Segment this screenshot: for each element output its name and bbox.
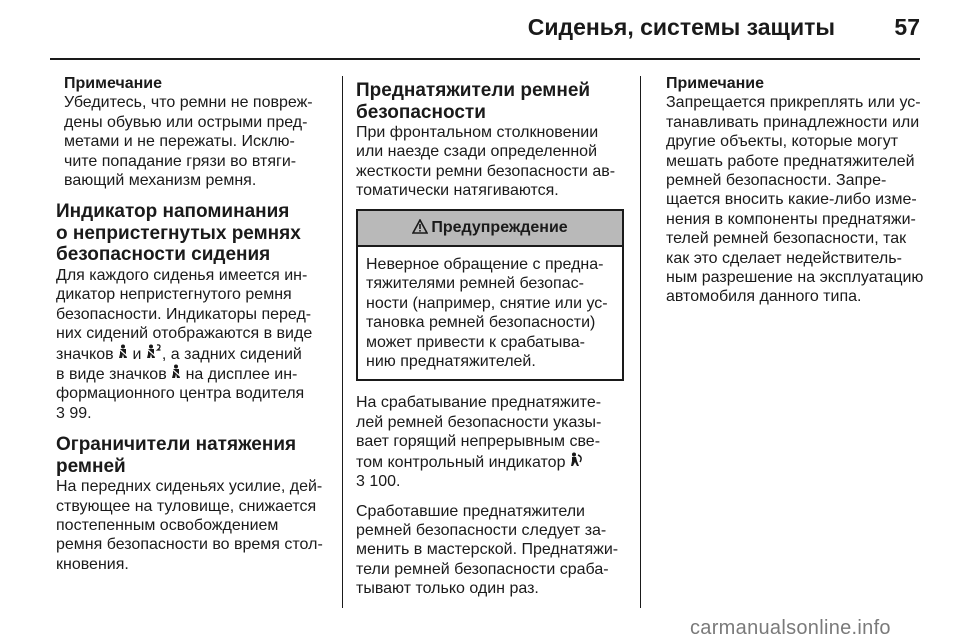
seatbelt-reminder-icon <box>118 344 128 364</box>
note-line: дены обувью или острыми пред- <box>64 113 308 131</box>
text-fragment: значков <box>56 345 119 363</box>
body-line: них сидений отображаются в виде <box>56 325 313 343</box>
note-title: Примечание <box>666 75 765 92</box>
heading-line: Преднатяжители ремней <box>356 80 591 101</box>
warning-line: тяжителями ремней безопас- <box>366 275 584 293</box>
note-line: вающий механизм ремня. <box>64 172 257 190</box>
left-column <box>56 74 332 574</box>
body-line: На передних сиденьях усилие, дей- <box>56 478 323 496</box>
body-line: тывают только один раз. <box>356 580 539 598</box>
heading-line: ремней <box>56 455 126 477</box>
body-line: ремня безопасности во время стол- <box>56 536 323 554</box>
body-line: томатически натягиваются. <box>356 182 559 200</box>
warning-line: Неверное обращение с предна- <box>366 256 604 274</box>
text-fragment: на дисплее ин- <box>181 365 298 383</box>
body-line: Для каждого сиденья имеется ин- <box>56 266 308 284</box>
text-fragment: в виде значков <box>56 365 172 383</box>
body-line: ремней безопасности следует за- <box>356 521 607 539</box>
page-reference[interactable]: 3 100. <box>356 473 401 491</box>
warning-body <box>358 247 622 379</box>
heading-line: Ограничители натяжения <box>56 434 297 456</box>
section-heading-pretensioners <box>356 80 624 123</box>
text-fragment: том контрольный индикатор <box>356 453 570 471</box>
heading-line: безопасности сидения <box>56 244 271 266</box>
heading-line: Индикатор напоминания <box>56 201 290 223</box>
note-line: танавливать принадлежности или <box>666 113 920 131</box>
body-line: или наезде сзади определенной <box>356 143 598 161</box>
right-column <box>666 74 930 307</box>
note-line: Запрещается прикреплять или ус- <box>666 94 921 112</box>
note-line: другие объекты, которые могут <box>666 133 899 151</box>
note-title: Примечание <box>64 75 163 92</box>
warning-triangle-icon <box>412 219 428 239</box>
airbag-indicator-icon <box>570 452 584 472</box>
seatbelt-reminder-icon <box>171 364 181 384</box>
warning-line: может привести к срабатыва- <box>366 333 585 351</box>
body-line: дикатор непристегнутого ремня <box>56 286 292 304</box>
note-line: мешать работе преднатяжителей <box>666 152 915 170</box>
body-line-icon <box>356 452 624 472</box>
warning-title: Предупреждение <box>431 218 568 236</box>
body-line: формационного центра водителя <box>56 385 305 403</box>
note-line: чите попадание грязи во втяги- <box>64 152 297 170</box>
body-line: вает горящий непрерывным све- <box>356 433 601 451</box>
text-fragment: и <box>128 345 146 363</box>
warning-line: нию преднатяжителей. <box>366 353 536 371</box>
body-line: тели ремней безопасности сраба- <box>356 560 609 578</box>
body-line-icons <box>56 344 332 364</box>
body-line: При фронтальном столкновении <box>356 124 599 141</box>
body-line: кновения. <box>56 555 129 573</box>
warning-line: тановка ремней безопасности) <box>366 314 596 332</box>
body-line: жесткости ремни безопасности ав- <box>356 162 616 180</box>
heading-line: о непристегнутых ремнях <box>56 222 301 244</box>
body-line: На срабатывание преднатяжите- <box>356 394 602 412</box>
note-line: как это сделает недействитель- <box>666 249 902 267</box>
note-line: метами и не пережаты. Исклю- <box>64 133 295 151</box>
body-line: Сработавшие преднатяжители <box>356 502 585 520</box>
note-line: нения в компоненты преднатяжи- <box>666 210 916 228</box>
note-line: ремней безопасности. Запре- <box>666 172 887 190</box>
note-line: телей ремней безопасности, так <box>666 230 907 248</box>
note-line: Убедитесь, что ремни не повреж- <box>64 94 313 112</box>
note-line: щается вносить какие-либо изме- <box>666 191 917 209</box>
page-header-title: Сиденья, системы защиты <box>527 14 835 40</box>
note-line: ным разрешение на эксплуатацию <box>666 269 924 287</box>
seatbelt-reminder-2-icon <box>146 344 162 364</box>
section-heading-limiter <box>56 434 332 477</box>
warning-header <box>358 211 622 247</box>
body-line-icon <box>56 364 332 384</box>
note-line: автомобиля данного типа. <box>666 288 862 306</box>
warning-line: ности (например, снятие или ус- <box>366 294 608 312</box>
body-line: менить в мастерской. Преднатяжи- <box>356 541 619 559</box>
body-line: ствующее на туловище, снижается <box>56 497 317 515</box>
column-divider-2 <box>640 76 641 608</box>
section-heading-reminder <box>56 201 332 266</box>
heading-line: безопасности <box>356 101 486 123</box>
header-rule <box>50 58 920 60</box>
watermark: carmanualsonline.info <box>690 617 891 639</box>
middle-column <box>356 80 624 599</box>
warning-box <box>356 209 624 382</box>
text-fragment: , а задних сидений <box>161 345 302 363</box>
page-number: 57 <box>894 14 920 40</box>
body-line: безопасности. Индикаторы перед- <box>56 305 312 323</box>
column-divider-1 <box>342 76 343 608</box>
body-line: постепенным освобождением <box>56 517 279 534</box>
page-reference[interactable]: 3 99. <box>56 404 92 422</box>
body-line: лей ремней безопасности указы- <box>356 413 602 431</box>
